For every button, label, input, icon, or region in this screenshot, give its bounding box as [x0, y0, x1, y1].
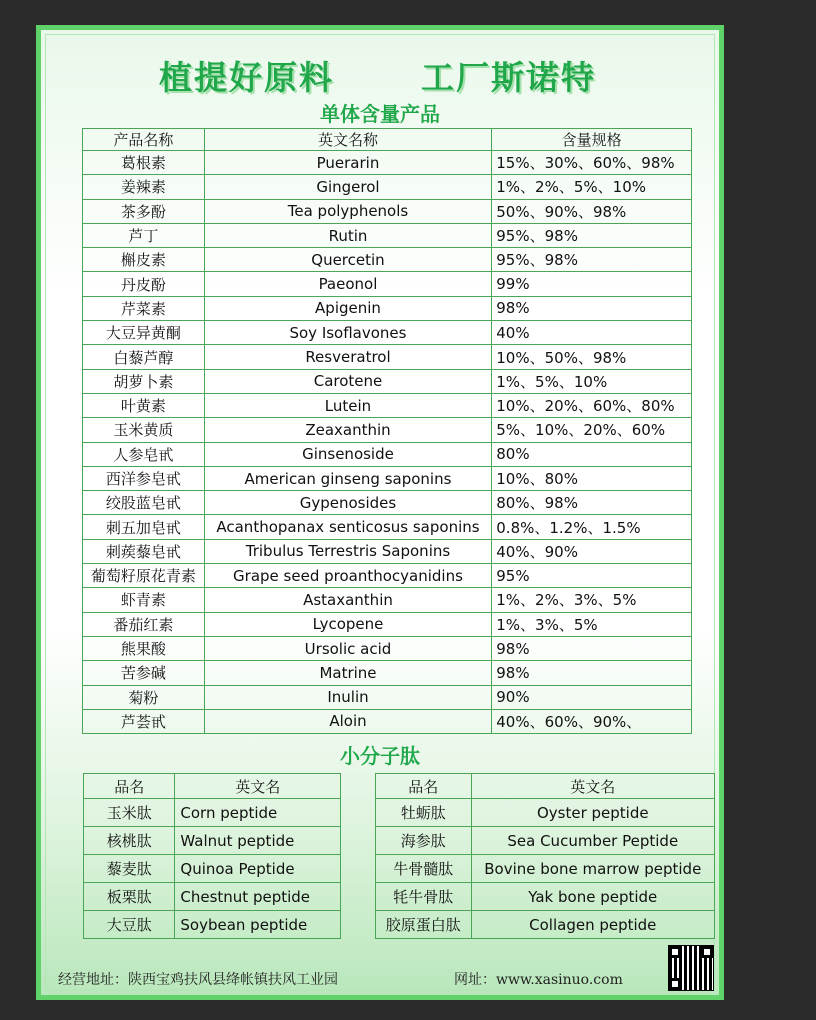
cell-english-name: Sea Cucumber Peptide [471, 827, 714, 855]
cell-english-name: Walnut peptide [175, 827, 341, 855]
table-row [83, 564, 692, 588]
table-row [84, 855, 341, 883]
cell-spec: 1%、5%、10% [492, 369, 692, 393]
cell-spec: 98% [492, 296, 692, 320]
cell-spec: 40%、90% [492, 539, 692, 563]
cell-chinese-name: 菊粉 [83, 685, 205, 709]
cell-english-name: Ginsenoside [204, 442, 492, 466]
cell-spec: 80% [492, 442, 692, 466]
cell-chinese-name: 大豆异黄酮 [83, 321, 205, 345]
table-row [84, 827, 341, 855]
cell-spec: 99% [492, 272, 692, 296]
cell-english-name: Yak bone peptide [471, 883, 714, 911]
cell-chinese-name: 胡萝卜素 [83, 369, 205, 393]
cell-chinese-name: 藜麦肽 [84, 855, 175, 883]
table-row [376, 883, 715, 911]
table-row [83, 491, 692, 515]
cell-chinese-name: 芦丁 [83, 223, 205, 247]
table-row [83, 685, 692, 709]
cell-english-name: Aloin [204, 709, 492, 733]
col-header-english: 英文名 [175, 774, 341, 799]
cell-chinese-name: 海参肽 [376, 827, 472, 855]
peptide-left-header [84, 774, 341, 799]
cell-english-name: Lycopene [204, 612, 492, 636]
table-row [83, 345, 692, 369]
table-row [83, 151, 692, 175]
col-header-name: 品名 [84, 774, 175, 799]
table-row [83, 539, 692, 563]
cell-chinese-name: 茶多酚 [83, 199, 205, 223]
table-row [83, 612, 692, 636]
cell-chinese-name: 板栗肽 [84, 883, 175, 911]
qr-code-icon [669, 946, 713, 990]
peptide-table-left [83, 773, 341, 939]
table-row [83, 588, 692, 612]
cell-english-name: Lutein [204, 393, 492, 417]
col-header-english: 英文名 [471, 774, 714, 799]
cell-spec: 95%、98% [492, 223, 692, 247]
cell-english-name: Rutin [204, 223, 492, 247]
cell-english-name: Gingerol [204, 175, 492, 199]
cell-english-name: Carotene [204, 369, 492, 393]
cell-spec: 90% [492, 685, 692, 709]
table-row [83, 442, 692, 466]
headline-left: 植提好原料 [159, 58, 334, 97]
cell-spec: 0.8%、1.2%、1.5% [492, 515, 692, 539]
cell-english-name: Apigenin [204, 296, 492, 320]
main-table-header [83, 129, 692, 151]
cell-english-name: Gypenosides [204, 491, 492, 515]
cell-english-name: Inulin [204, 685, 492, 709]
cell-chinese-name: 番茄红素 [83, 612, 205, 636]
cell-english-name: Tea polyphenols [204, 199, 492, 223]
cell-spec: 1%、3%、5% [492, 612, 692, 636]
cell-english-name: Oyster peptide [471, 799, 714, 827]
cell-english-name: Soy Isoflavones [204, 321, 492, 345]
table-row [83, 248, 692, 272]
table-row [84, 883, 341, 911]
col-header-name: 品名 [376, 774, 472, 799]
cell-chinese-name: 玉米肽 [84, 799, 175, 827]
footer-address: 经营地址：陕西宝鸡扶风县绛帐镇扶风工业园 [58, 972, 338, 988]
cell-english-name: Quercetin [204, 248, 492, 272]
cell-spec: 40%、60%、90%、 [492, 709, 692, 733]
peptide-table-right [375, 773, 715, 939]
cell-chinese-name: 西洋参皂甙 [83, 466, 205, 490]
cell-chinese-name: 熊果酸 [83, 636, 205, 660]
cell-spec: 40% [492, 321, 692, 345]
cell-spec: 1%、2%、3%、5% [492, 588, 692, 612]
cell-english-name: Quinoa Peptide [175, 855, 341, 883]
main-section-title: 单体含量产品 [320, 102, 440, 126]
table-row [83, 661, 692, 685]
cell-chinese-name: 大豆肽 [84, 911, 175, 939]
cell-english-name: Bovine bone marrow peptide [471, 855, 714, 883]
cell-chinese-name: 刺蒺藜皂甙 [83, 539, 205, 563]
table-row [83, 199, 692, 223]
cell-english-name: Zeaxanthin [204, 418, 492, 442]
table-row [84, 799, 341, 827]
table-row [376, 799, 715, 827]
table-row [83, 272, 692, 296]
cell-english-name: Collagen peptide [471, 911, 714, 939]
cell-spec: 50%、90%、98% [492, 199, 692, 223]
table-row [83, 515, 692, 539]
table-row [83, 393, 692, 417]
cell-spec: 80%、98% [492, 491, 692, 515]
cell-english-name: Astaxanthin [204, 588, 492, 612]
cell-english-name: Matrine [204, 661, 492, 685]
cell-english-name: Puerarin [204, 151, 492, 175]
cell-chinese-name: 芹菜素 [83, 296, 205, 320]
cell-chinese-name: 白藜芦醇 [83, 345, 205, 369]
cell-chinese-name: 牛骨髓肽 [376, 855, 472, 883]
cell-chinese-name: 人参皂甙 [83, 442, 205, 466]
footer-website: 网址：www.xasinuo.com [454, 972, 623, 988]
cell-chinese-name: 葡萄籽原花青素 [83, 564, 205, 588]
cell-chinese-name: 姜辣素 [83, 175, 205, 199]
cell-english-name: Ursolic acid [204, 636, 492, 660]
cell-spec: 98% [492, 636, 692, 660]
cell-chinese-name: 叶黄素 [83, 393, 205, 417]
cell-english-name: Tribulus Terrestris Saponins [204, 539, 492, 563]
cell-spec: 98% [492, 661, 692, 685]
col-header-name: 产品名称 [83, 129, 205, 151]
cell-chinese-name: 葛根素 [83, 151, 205, 175]
table-row [376, 855, 715, 883]
cell-spec: 1%、2%、5%、10% [492, 175, 692, 199]
table-row [84, 911, 341, 939]
cell-spec: 15%、30%、60%、98% [492, 151, 692, 175]
table-row [376, 911, 715, 939]
cell-chinese-name: 槲皮素 [83, 248, 205, 272]
table-row [83, 223, 692, 247]
cell-chinese-name: 刺五加皂甙 [83, 515, 205, 539]
cell-english-name: Paeonol [204, 272, 492, 296]
col-header-english: 英文名称 [204, 129, 492, 151]
table-row [83, 418, 692, 442]
cell-chinese-name: 牡蛎肽 [376, 799, 472, 827]
cell-chinese-name: 绞股蓝皂甙 [83, 491, 205, 515]
cell-spec: 10%、20%、60%、80% [492, 393, 692, 417]
cell-chinese-name: 胶原蛋白肽 [376, 911, 472, 939]
table-row [83, 709, 692, 733]
table-row [83, 466, 692, 490]
peptide-section-title: 小分子肽 [340, 744, 420, 768]
cell-spec: 10%、50%、98% [492, 345, 692, 369]
table-row [83, 636, 692, 660]
cell-english-name: Chestnut peptide [175, 883, 341, 911]
cell-spec: 10%、80% [492, 466, 692, 490]
headline-right: 工厂斯诺特 [421, 58, 596, 97]
table-row [376, 827, 715, 855]
cell-spec: 95%、98% [492, 248, 692, 272]
col-header-spec: 含量规格 [492, 129, 692, 151]
cell-english-name: Corn peptide [175, 799, 341, 827]
peptide-right-header [376, 774, 715, 799]
table-row [83, 175, 692, 199]
table-row [83, 321, 692, 345]
cell-chinese-name: 苦参碱 [83, 661, 205, 685]
cell-chinese-name: 核桃肽 [84, 827, 175, 855]
cell-chinese-name: 丹皮酚 [83, 272, 205, 296]
cell-english-name: Resveratrol [204, 345, 492, 369]
cell-spec: 5%、10%、20%、60% [492, 418, 692, 442]
cell-chinese-name: 牦牛骨肽 [376, 883, 472, 911]
table-row [83, 296, 692, 320]
cell-english-name: Grape seed proanthocyanidins [204, 564, 492, 588]
cell-chinese-name: 虾青素 [83, 588, 205, 612]
cell-spec: 95% [492, 564, 692, 588]
table-row [83, 369, 692, 393]
cell-english-name: American ginseng saponins [204, 466, 492, 490]
cell-english-name: Acanthopanax senticosus saponins [204, 515, 492, 539]
cell-chinese-name: 玉米黄质 [83, 418, 205, 442]
cell-english-name: Soybean peptide [175, 911, 341, 939]
product-sheet [36, 25, 724, 1000]
cell-chinese-name: 芦荟甙 [83, 709, 205, 733]
main-product-table [82, 128, 692, 734]
